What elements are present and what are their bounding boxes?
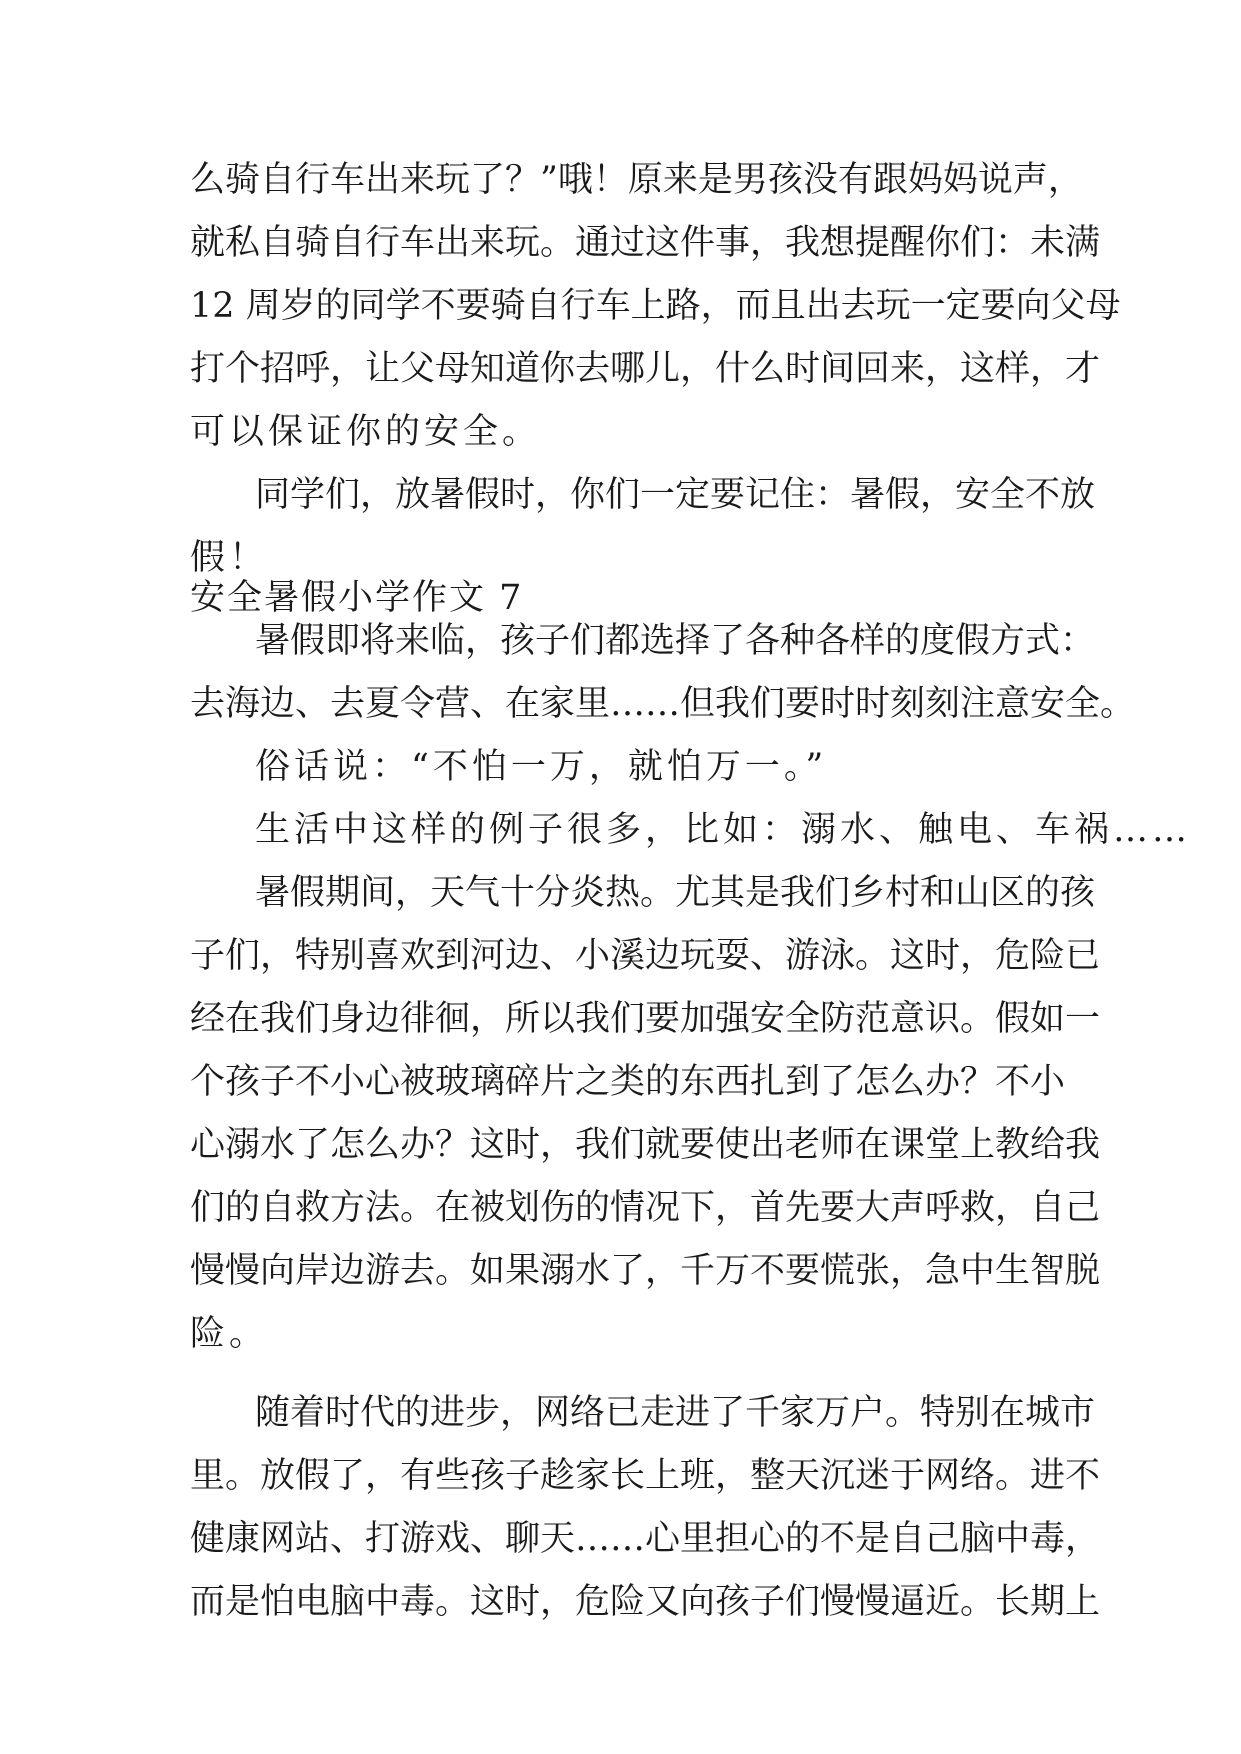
text-line: 经在我们身边徘徊，所以我们要加强安全防范意识。假如一 — [190, 999, 1101, 1039]
text-line: 险。 — [190, 1314, 269, 1354]
text-line: 个孩子不小心被玻璃碎片之类的东西扎到了怎么办？不小 — [190, 1062, 1066, 1102]
paragraph-first-line: 同学们，放暑假时，你们一定要记住：暑假，安全不放 — [255, 475, 1096, 515]
text-line: 就私自骑自行车出来玩。通过这件事，我想提醒你们：未满 — [190, 223, 1101, 263]
text-line: 而是怕电脑中毒。这时，危险又向孩子们慢慢逼近。长期上 — [190, 1582, 1101, 1622]
paragraph-first-line: 暑假即将来临，孩子们都选择了各种各样的度假方式： — [255, 621, 1096, 661]
text-line: 们的自救方法。在被划伤的情况下，首先要大声呼救，自己 — [190, 1188, 1101, 1228]
text-line: 慢慢向岸边游去。如果溺水了，千万不要慌张，急中生智脱 — [190, 1251, 1101, 1291]
text-line: 假！ — [190, 538, 269, 578]
paragraph-first-line: 暑假期间，天气十分炎热。尤其是我们乡村和山区的孩 — [255, 873, 1096, 913]
text-line: 么骑自行车出来玩了？”哦！原来是男孩没有跟妈妈说声， — [190, 160, 1083, 200]
text-line: 里。放假了，有些孩子趁家长上班，整天沉迷于网络。进不 — [190, 1456, 1101, 1496]
text-line: 12 周岁的同学不要骑自行车上路，而且出去玩一定要向父母 — [190, 286, 1121, 326]
text-line: 去海边、去夏令营、在家里……但我们要时时刻刻注意安全。 — [190, 684, 1136, 724]
text-line: 子们，特别喜欢到河边、小溪边玩耍、游泳。这时，危险已 — [190, 936, 1101, 976]
paragraph-first-line: 生活中这样的例子很多，比如：溺水、触电、车祸…… — [255, 810, 1192, 850]
paragraph-first-line: 随着时代的进步，网络已走进了千家万户。特别在城市 — [255, 1393, 1096, 1433]
section-heading: 安全暑假小学作文 7 — [190, 578, 524, 618]
paragraph-first-line: 俗话说：“不怕一万，就怕万一。” — [255, 747, 828, 787]
text-line: 可以保证你的安全。 — [190, 412, 542, 452]
text-line: 心溺水了怎么办？这时，我们就要使出老师在课堂上教给我 — [190, 1125, 1101, 1165]
text-line: 打个招呼，让父母知道你去哪儿，什么时间回来，这样，才 — [190, 349, 1101, 389]
text-line: 健康网站、打游戏、聊天……心里担心的不是自己脑中毒， — [190, 1519, 1101, 1559]
